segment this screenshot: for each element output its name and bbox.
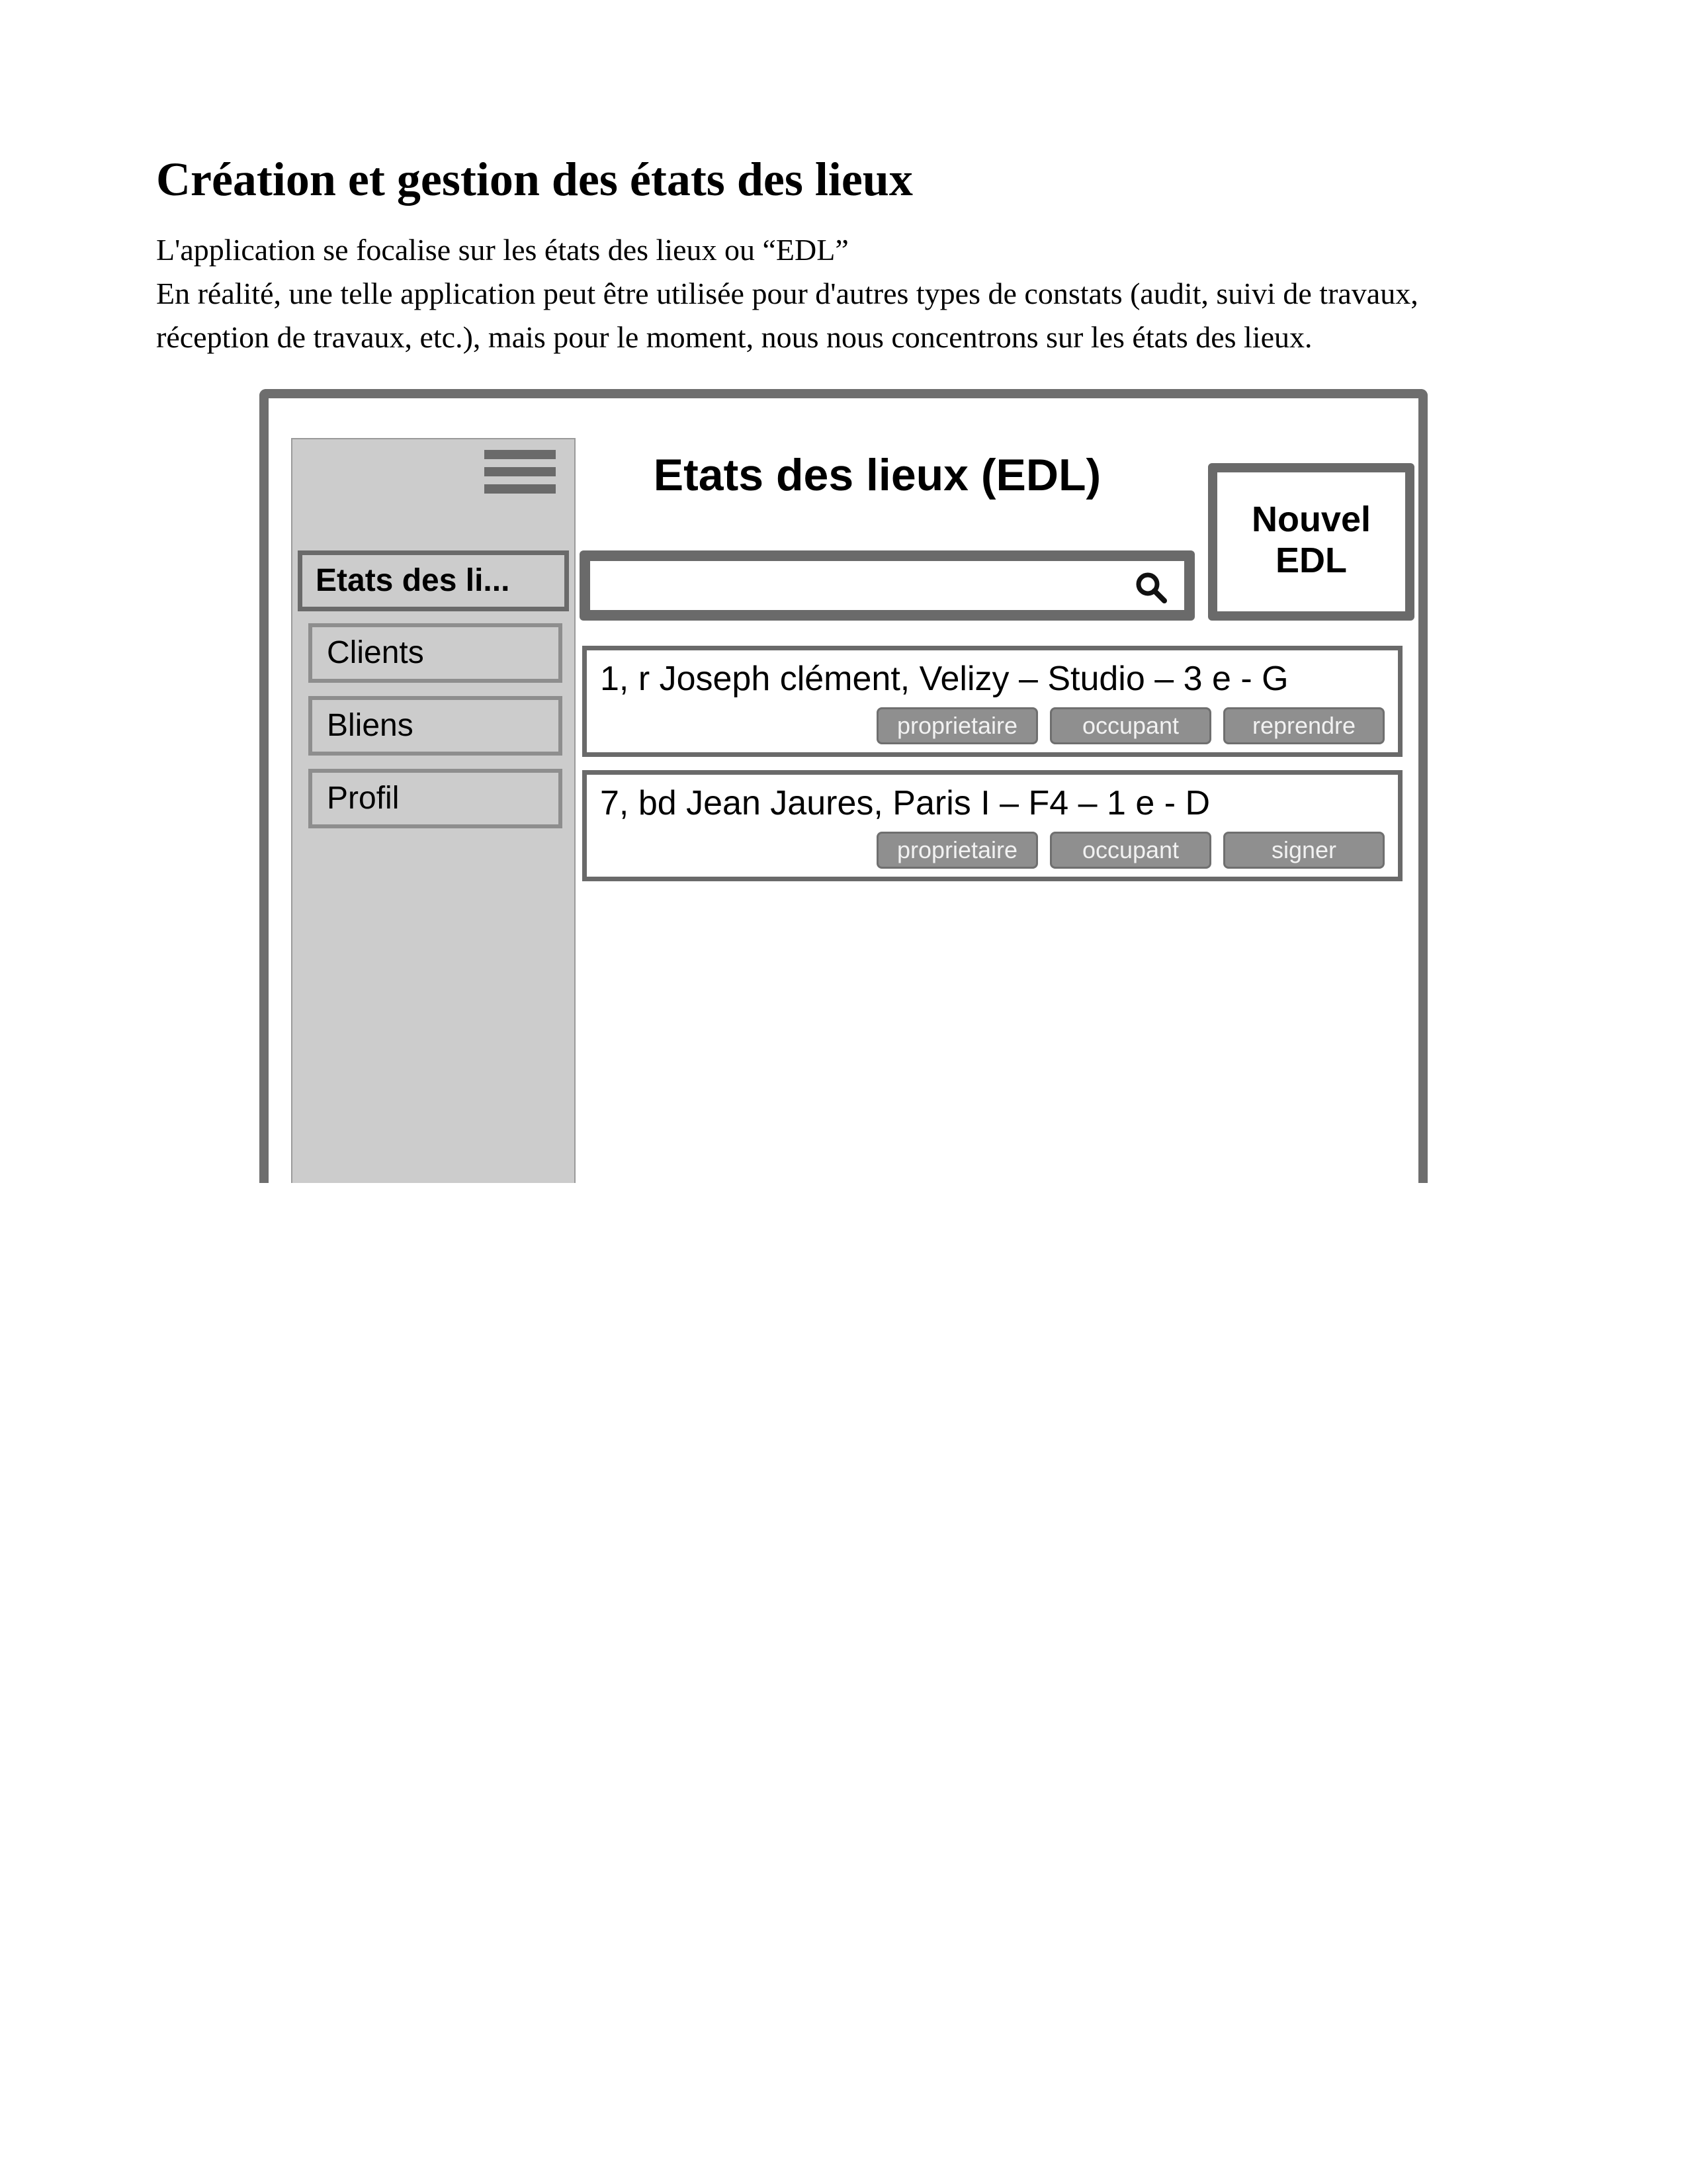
hamburger-bar: [484, 450, 556, 459]
sidebar-item-etats-des-lieux[interactable]: Etats des li...: [298, 550, 569, 611]
document-paragraph-line-2: En réalité, une telle application peut être utilisée pour d'autres types de constats (audit, suivi de travaux,: [156, 277, 1418, 310]
document-title: Création et gestion des états des lieux: [156, 153, 913, 206]
sidebar: [291, 438, 576, 1183]
sidebar-item-biens[interactable]: Bliens: [308, 696, 562, 756]
search-icon[interactable]: [1134, 570, 1168, 605]
search-input[interactable]: [594, 565, 1113, 606]
hamburger-menu-icon[interactable]: [484, 450, 556, 496]
occupant-button[interactable]: occupant: [1050, 707, 1211, 744]
edl-list-item[interactable]: [582, 646, 1403, 757]
edl-actions: [877, 707, 1385, 744]
reprendre-button[interactable]: reprendre: [1223, 707, 1385, 744]
sidebar-item-clients[interactable]: Clients: [308, 623, 562, 683]
app-mockup-frame: [259, 389, 1428, 1183]
new-edl-button-line-1: Nouvel: [1251, 500, 1371, 539]
page-title: Etats des lieux (EDL): [653, 450, 1102, 500]
occupant-button[interactable]: occupant: [1050, 832, 1211, 869]
document-paragraph-line-3: réception de travaux, etc.), mais pour le moment, nous nous concentrons sur les états des lieux.: [156, 320, 1313, 354]
signer-button[interactable]: signer: [1223, 832, 1385, 869]
new-edl-button[interactable]: [1208, 463, 1414, 621]
sidebar-item-profil[interactable]: Profil: [308, 769, 562, 828]
proprietaire-button[interactable]: proprietaire: [877, 832, 1038, 869]
document-paragraph-line-1: L'application se focalise sur les états des lieux ou “EDL”: [156, 233, 849, 267]
hamburger-bar: [484, 467, 556, 476]
proprietaire-button[interactable]: proprietaire: [877, 707, 1038, 744]
edl-list-item[interactable]: [582, 770, 1403, 881]
edl-address: 1, r Joseph clément, Velizy – Studio – 3 e - G: [600, 660, 1289, 698]
edl-actions: [877, 832, 1385, 869]
new-edl-button-line-2: EDL: [1276, 541, 1347, 580]
hamburger-bar: [484, 484, 556, 494]
search-bar: [580, 550, 1195, 621]
edl-address: 7, bd Jean Jaures, Paris I – F4 – 1 e - D: [600, 784, 1211, 822]
